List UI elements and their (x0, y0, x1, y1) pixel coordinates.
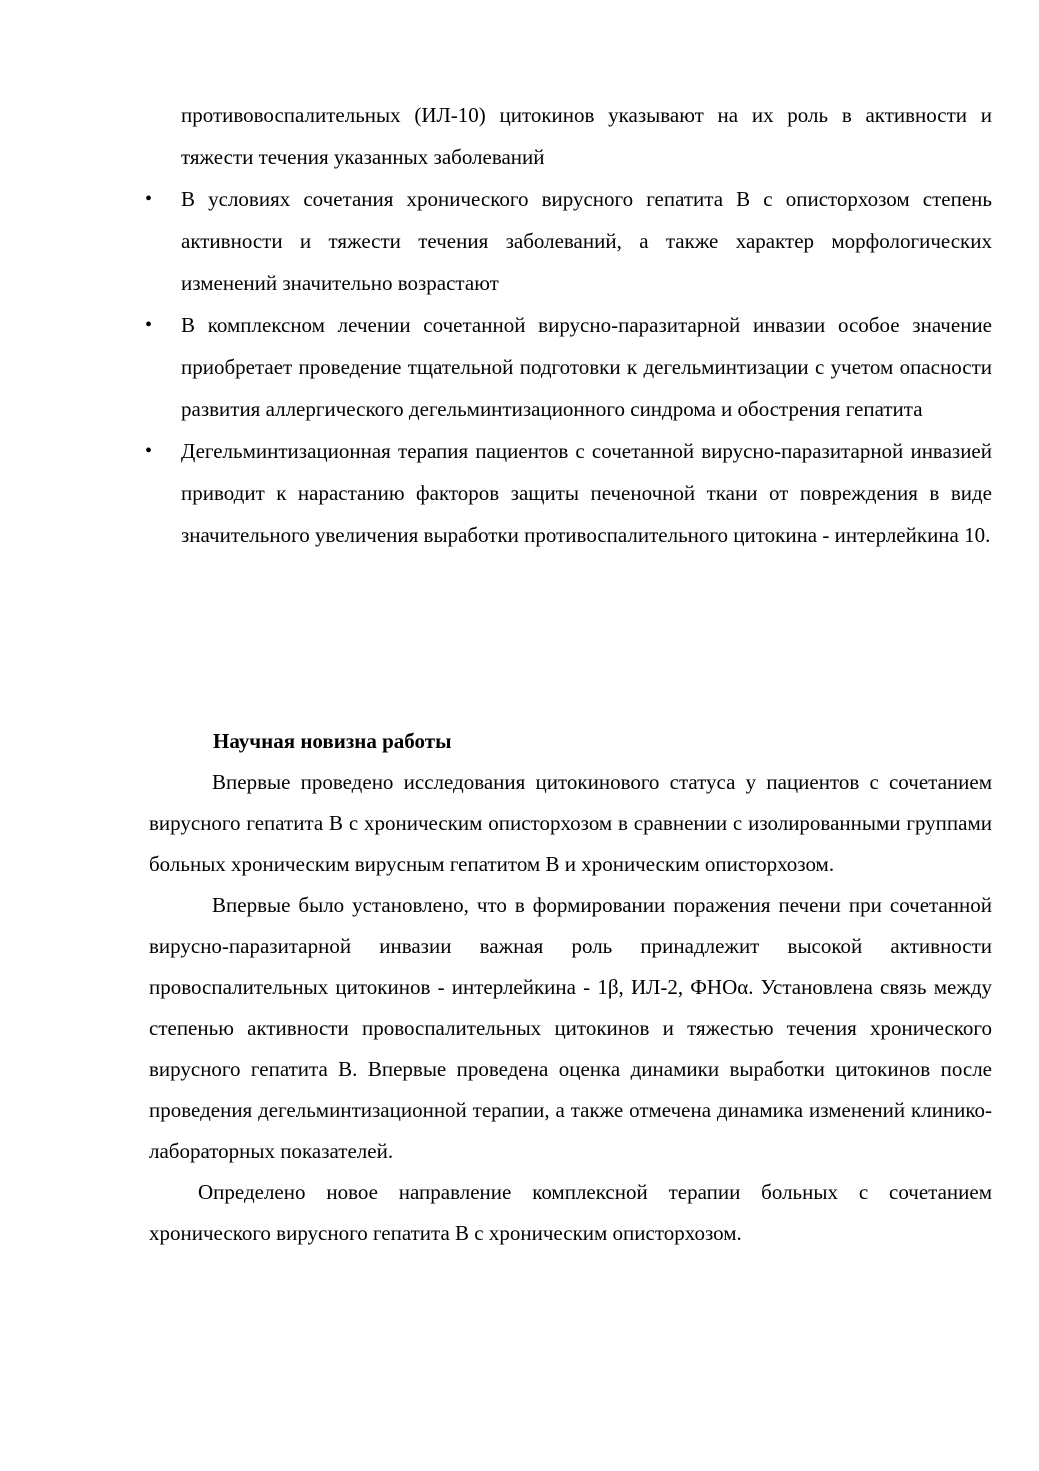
bullet-icon: • (145, 314, 153, 336)
section-heading: Научная новизна работы (213, 729, 452, 753)
list-item (140, 430, 992, 556)
bullet-icon: • (145, 188, 153, 210)
list-item-text: В условиях сочетания хронического вирусного гепатита В с описторхозом степень активности и тяжести течения заболеваний, а также характер морфологических изменений значительно возрастают (181, 187, 992, 295)
list-continuation (140, 94, 992, 178)
paragraph: Впервые проведено исследования цитокинового статуса у пациентов с сочетанием вирусного гепатита В с хроническим описторхозом в сравнении с изолированными группами больных хроническим вирусным гепатитом В и хроническим описторхозом. (149, 770, 992, 876)
paragraph: Определено новое направление комплексной терапии больных с сочетанием хронического вирусного гепатита В с хроническим описторхозом. (149, 1180, 992, 1245)
list-item-text: Дегельминтизационная терапия пациентов с сочетанной вирусно-паразитарной инвазией приводит к нарастанию факторов защиты печеночной ткани от повреждения в виде значительного увеличения выработки противоспалительного цитокина - интерлейкина 10. (181, 439, 992, 547)
bullet-icon: • (145, 440, 153, 462)
novelty-section (149, 720, 992, 1254)
list-continuation-text: противовоспалительных (ИЛ-10) цитокинов указывают на их роль в активности и тяжести течения указанных заболеваний (181, 103, 992, 169)
list-item (140, 178, 992, 304)
paragraph: Впервые было установлено, что в формировании поражения печени при сочетанной вирусно-паразитарной инвазии важная роль принадлежит высокой активности провоспалительных цитокинов - интерлейкина - 1β, ИЛ-2, ФНОα. Установлена связь между степенью активности провоспалительных цитокинов и тяжестью течения хронического вирусного гепатита В. Впервые проведена оценка динамики выработки цитокинов после проведения дегельминтизационной терапии, а также отмечена динамика изменений клинико-лабораторных показателей. (149, 893, 992, 1163)
list-item (140, 304, 992, 430)
list-item-text: В комплексном лечении сочетанной вирусно-паразитарной инвазии особое значение приобретает проведение тщательной подготовки к дегельминтизации с учетом опасности развития аллергического дегельминтизационного синдрома и обострения гепатита (181, 313, 992, 421)
bullet-list (140, 94, 992, 556)
